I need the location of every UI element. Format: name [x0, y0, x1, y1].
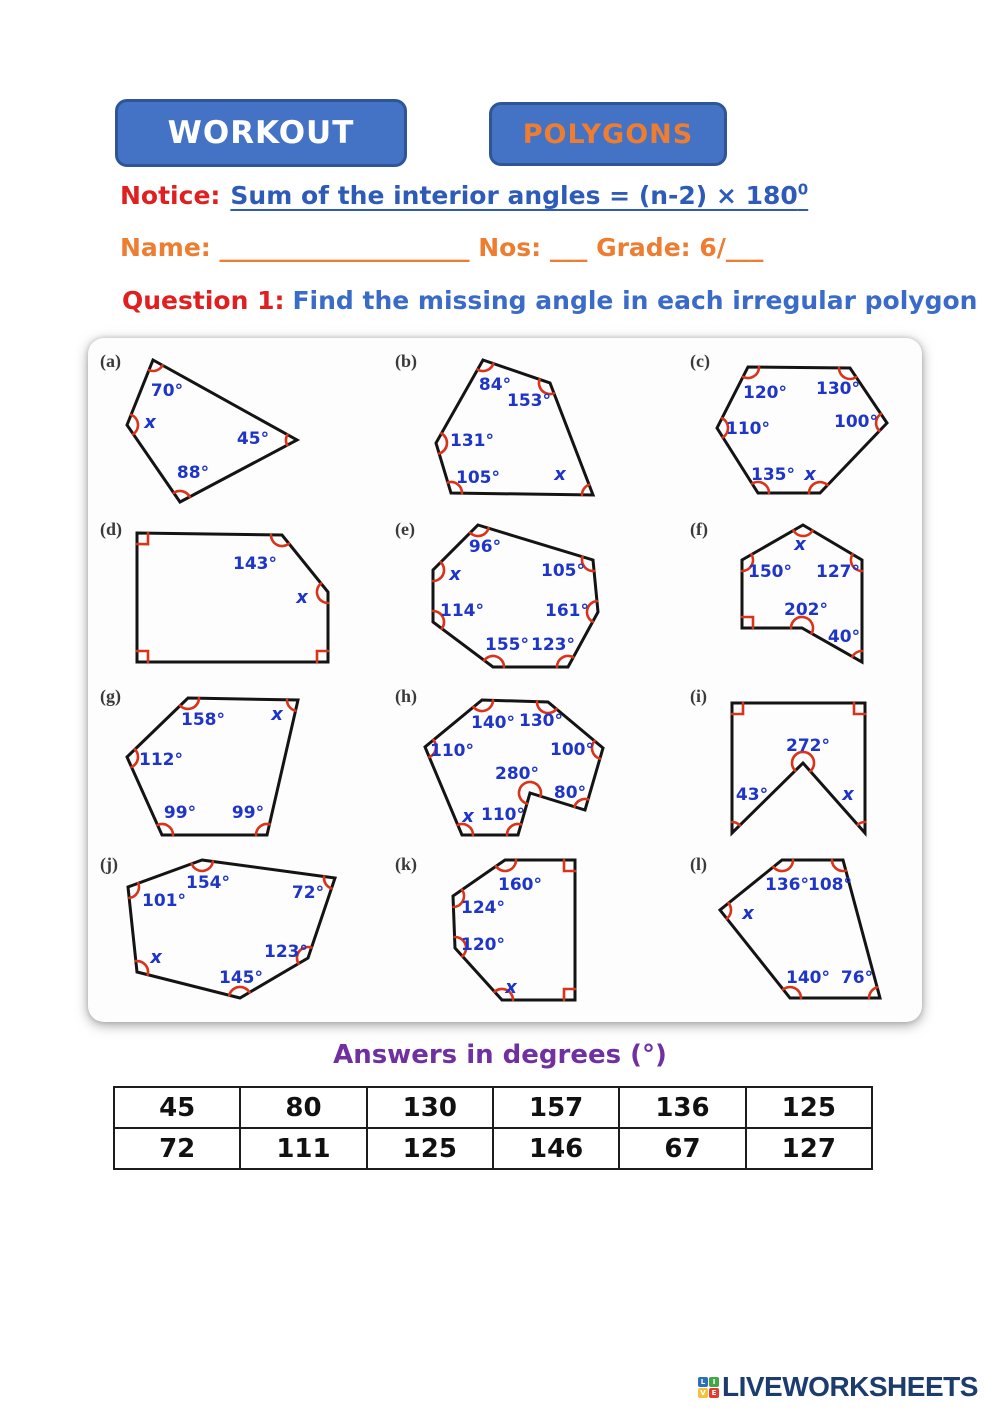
angle-label: 99°	[163, 803, 197, 823]
angle-label: 131°	[450, 431, 494, 451]
missing-angle-label: x	[742, 903, 754, 924]
polygon-cell-e	[390, 513, 682, 679]
shape-tag-g: (g)	[100, 686, 121, 706]
angle-label: 110°	[430, 741, 474, 761]
polygon-cell-a	[95, 345, 387, 511]
shape-tag-a: (a)	[100, 351, 121, 371]
shape-tag-b: (b)	[395, 351, 417, 371]
angle-label: 120°	[743, 383, 787, 403]
polygon-grid-panel	[88, 338, 922, 1022]
polygon-cell-h	[390, 680, 682, 846]
angle-label: 80°	[553, 783, 587, 803]
angle-label: 140°	[471, 713, 515, 733]
shape-tag-i: (i)	[690, 686, 707, 706]
missing-angle-label: x	[462, 806, 474, 827]
workout-banner: WORKOUT	[115, 99, 407, 167]
angle-label: 112°	[139, 750, 183, 770]
angle-label: 76°	[840, 968, 874, 988]
shape-tag-l: (l)	[690, 854, 707, 874]
angle-label: 130°	[519, 711, 563, 731]
angle-arc	[582, 485, 589, 495]
angle-label: 160°	[498, 875, 542, 895]
right-angle-mark	[564, 860, 575, 871]
angle-label: 72°	[291, 883, 325, 903]
right-angle-mark	[137, 533, 148, 544]
angle-label: 88°	[176, 463, 210, 483]
missing-angle-label: x	[150, 947, 162, 968]
angle-label: 135°	[751, 465, 795, 485]
angle-label: 114°	[440, 601, 484, 621]
answers-row-1	[114, 1087, 872, 1128]
angle-label: 123°	[531, 635, 575, 655]
notice-line	[120, 181, 808, 210]
logo-tile-l: L	[698, 1377, 708, 1387]
liveworksheets-logo[interactable]	[698, 1371, 978, 1403]
angle-label: 130°	[816, 379, 860, 399]
missing-angle-label: x	[144, 412, 156, 433]
angle-arc	[869, 987, 877, 998]
answer-cell: 136	[619, 1087, 745, 1128]
question-text: Find the missing angle in each irregular polygon	[292, 286, 978, 315]
angle-label: 40°	[827, 627, 861, 647]
polygon-cell-k	[390, 848, 682, 1018]
angle-label: 120°	[461, 935, 505, 955]
angle-label: 154°	[186, 873, 230, 893]
angle-label: 108°	[808, 875, 852, 895]
polygons-banner: POLYGONS	[489, 102, 727, 166]
answers-title: Answers in degrees (°)	[333, 1040, 667, 1070]
right-angle-mark	[854, 703, 865, 714]
answer-cell: 125	[367, 1128, 493, 1169]
angle-label: 99°	[231, 803, 265, 823]
answers-row-2	[114, 1128, 872, 1169]
polygon-cell-f	[685, 513, 917, 679]
missing-angle-label: x	[842, 784, 854, 805]
logo-tile-i: I	[709, 1377, 719, 1387]
angle-arc	[287, 700, 296, 711]
right-angle-mark	[732, 703, 743, 714]
angle-label: 143°	[233, 554, 277, 574]
missing-angle-label: x	[804, 464, 816, 485]
angle-label: 153°	[507, 391, 551, 411]
angle-label: 110°	[726, 419, 770, 439]
polygon-cell-i	[685, 680, 917, 846]
angle-label: 124°	[461, 898, 505, 918]
angle-label: 280°	[495, 764, 539, 784]
missing-angle-label: x	[449, 564, 461, 585]
polygon-cell-g	[95, 680, 387, 846]
angle-label: 272°	[786, 736, 830, 756]
notice-label: Notice:	[120, 181, 221, 211]
angle-label: 100°	[834, 412, 878, 432]
shape-tag-d: (d)	[100, 519, 122, 539]
angle-label: 105°	[541, 561, 585, 581]
shape-tag-c: (c)	[690, 351, 710, 371]
right-angle-mark	[564, 989, 575, 1000]
answer-cell: 80	[240, 1087, 366, 1128]
angle-label: 158°	[181, 710, 225, 730]
answer-cell: 157	[493, 1087, 619, 1128]
angle-label: 123°	[264, 942, 308, 962]
answer-cell: 130	[367, 1087, 493, 1128]
answer-cell: 45	[114, 1087, 240, 1128]
missing-angle-label: x	[271, 704, 283, 725]
right-angle-mark	[742, 617, 753, 628]
angle-label: 127°	[816, 562, 860, 582]
missing-angle-label: x	[794, 534, 806, 555]
angle-label: 136°	[765, 875, 809, 895]
angle-arc	[286, 435, 287, 446]
angle-label: 96°	[468, 537, 502, 557]
angle-label: 150°	[748, 562, 792, 582]
answer-cell: 125	[746, 1087, 872, 1128]
answer-cell: 72	[114, 1128, 240, 1169]
missing-angle-label: x	[505, 977, 517, 998]
angle-label: 45°	[236, 429, 270, 449]
logo-tile-v: V	[698, 1388, 708, 1398]
shape-tag-f: (f)	[690, 519, 708, 539]
angle-label: 145°	[219, 968, 263, 988]
logo-text: LIVEWORKSHEETS	[722, 1371, 978, 1402]
question-line	[122, 286, 977, 315]
name-nos-grade-line: Name: ____________________ Nos: ___ Grade: 6/___	[120, 233, 764, 262]
polygon-cell-c	[685, 345, 917, 511]
missing-angle-label: x	[296, 587, 308, 608]
angle-label: 105°	[456, 468, 500, 488]
polygon-cell-b	[390, 345, 682, 511]
angle-label: 140°	[786, 968, 830, 988]
polygon-cell-j	[95, 848, 387, 1018]
angle-label: 70°	[150, 381, 184, 401]
angle-label: 155°	[485, 635, 529, 655]
shape-tag-j: (j)	[100, 854, 118, 874]
answers-table	[113, 1086, 873, 1170]
angle-label: 84°	[478, 375, 512, 395]
answer-cell: 111	[240, 1128, 366, 1169]
angle-label: 110°	[481, 805, 525, 825]
polygon-outline	[732, 703, 865, 833]
angle-label: 202°	[784, 600, 828, 620]
notice-formula: Sum of the interior angles = $(n-2) \times 180^0$	[230, 181, 809, 211]
answer-cell: 146	[493, 1128, 619, 1169]
polygon-cell-l	[685, 848, 922, 1018]
shape-tag-e: (e)	[395, 519, 415, 539]
question-label: Question 1:	[122, 286, 285, 315]
answer-cell: 127	[746, 1128, 872, 1169]
angle-label: 100°	[550, 740, 594, 760]
right-angle-mark	[317, 651, 328, 662]
shape-tag-h: (h)	[395, 686, 417, 706]
right-angle-mark	[137, 651, 148, 662]
angle-label: 43°	[735, 785, 769, 805]
angle-label: 101°	[142, 891, 186, 911]
answer-cell: 67	[619, 1128, 745, 1169]
logo-tile-e: E	[709, 1388, 719, 1398]
polygon-cell-d	[95, 513, 387, 679]
shape-tag-k: (k)	[395, 854, 417, 874]
missing-angle-label: x	[554, 464, 566, 485]
angle-label: 161°	[545, 601, 589, 621]
liveworksheets-tiles-icon	[698, 1377, 719, 1398]
